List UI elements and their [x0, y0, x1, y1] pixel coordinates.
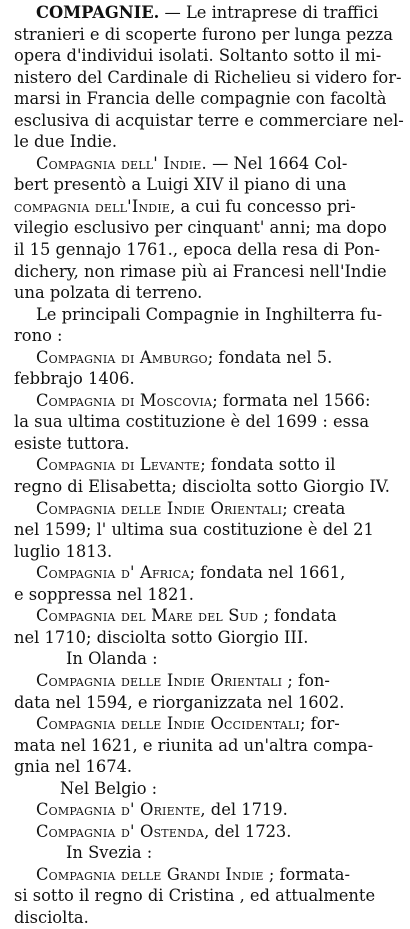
text-line: [14, 562, 398, 584]
line-text: marsi in Francia delle compagnie con facoltà: [14, 89, 387, 109]
line-text: nistero del Cardinale di Richelieu si videro for-: [14, 67, 402, 87]
text-line: [14, 239, 398, 261]
text-line: [14, 217, 398, 239]
line-text: In Olanda :: [66, 649, 158, 669]
text-line: [14, 519, 398, 541]
text-line: [14, 24, 398, 46]
text-line: [14, 648, 398, 670]
line-text: opera d'individui isolati. Soltanto sotto il mi-: [14, 46, 382, 66]
line-text: febbrajo 1406.: [14, 369, 135, 389]
text-line: [14, 713, 398, 735]
text-line: [14, 584, 398, 606]
text-line: [14, 368, 398, 390]
line-text: ; fondata sotto il: [200, 455, 336, 475]
entry-heading: COMPAGNIE.: [36, 3, 160, 22]
text-line: [14, 670, 398, 692]
line-text: si sotto il regno di Cristina , ed attualmente: [14, 886, 376, 906]
line-text: data nel 1594, e riorganizzata nel 1602.: [14, 692, 345, 712]
line-text: , del 1723.: [204, 821, 292, 841]
line-text: ; fondata: [258, 606, 337, 626]
text-line: [14, 864, 398, 886]
line-text: una polzata di terreno.: [14, 283, 203, 303]
line-text: disciolta.: [14, 907, 89, 927]
line-text: In Svezia :: [66, 843, 153, 863]
line-text: Le principali Compagnie in Inghilterra fu-: [36, 304, 383, 324]
text-line: [14, 605, 398, 627]
line-text: mata nel 1621, e riunita ad un'altra compa-: [14, 735, 374, 755]
company-name: Compagnia d' Africa: [36, 563, 190, 583]
text-line: [14, 390, 398, 412]
line-text: e soppressa nel 1821.: [14, 584, 194, 604]
text-line: [14, 756, 398, 778]
company-name: Compagnia d' Ostenda: [36, 821, 205, 841]
line-text: , del 1719.: [200, 800, 288, 820]
text-line: [14, 174, 398, 196]
line-text: — Le intraprese di traffici: [159, 3, 379, 22]
line-text: bert presentò a Luigi XIV il piano di una: [14, 175, 347, 195]
text-line: [14, 778, 398, 800]
line-text: rono :: [14, 326, 63, 346]
company-name: Compagnia di Levante: [36, 455, 201, 475]
line-text: ; fondata nel 5.: [207, 347, 333, 367]
line-text: la sua ultima costituzione è del 1699 : essa: [14, 412, 370, 432]
line-text: — Nel 1664 Col-: [206, 153, 348, 173]
text-line: [14, 411, 398, 433]
text-line: [14, 433, 398, 455]
company-name: compagnia dell'Indie: [14, 196, 171, 216]
line-text: regno di Elisabetta; disciolta sotto Giorgio IV.: [14, 477, 390, 497]
text-line: [14, 692, 398, 714]
text-line: [14, 110, 404, 132]
line-text: esiste tuttora.: [14, 433, 130, 453]
text-line: [14, 45, 398, 67]
line-text: , a cui fu concesso pri-: [170, 196, 356, 216]
line-text: luglio 1813.: [14, 541, 113, 561]
text-line: [14, 347, 398, 369]
text-line: [14, 498, 398, 520]
text-line: [14, 907, 398, 929]
text-line: [14, 885, 398, 907]
company-name: Compagnia di Moscovia: [36, 390, 213, 410]
text-line: [14, 454, 398, 476]
text-line: [14, 325, 398, 347]
line-text: Nel Belgio :: [60, 778, 158, 798]
text-line: [14, 153, 398, 175]
document-page: [14, 2, 404, 929]
line-text: ; fondata nel 1661,: [189, 563, 346, 583]
line-text: nel 1599; l' ultima sua costituzione è del 21: [14, 520, 374, 540]
company-name: Compagnia dell' Indie.: [36, 153, 207, 173]
company-name: Compagnia di Amburgo: [36, 347, 208, 367]
line-text: gnia nel 1674.: [14, 757, 133, 777]
text-line: [14, 88, 398, 110]
text-line: [14, 476, 398, 498]
text-line: [14, 261, 398, 283]
text-line: [14, 842, 398, 864]
company-name: Compagnia del Mare del Sud: [36, 606, 259, 626]
company-name: Compagnia delle Grandi Indie: [36, 864, 264, 884]
line-text: ; fon-: [282, 670, 330, 690]
line-text: le due Indie.: [14, 132, 118, 152]
text-line: [14, 67, 402, 89]
line-text: ; creata: [282, 498, 346, 518]
text-line: [14, 2, 398, 24]
text-line: [14, 627, 398, 649]
text-line: [14, 735, 398, 757]
text-line: [14, 131, 398, 153]
line-text: ; formata nel 1566:: [212, 390, 371, 410]
company-name: Compagnia delle Indie Orientali: [36, 670, 283, 690]
text-line: [14, 821, 398, 843]
line-text: ; for-: [299, 714, 340, 734]
text-line: [14, 196, 398, 218]
line-text: stranieri e di scoperte furono per lunga pezza: [14, 24, 393, 44]
line-text: vilegio esclusivo per cinquant' anni; ma dopo: [14, 218, 387, 238]
line-text: nel 1710; disciolta sotto Giorgio III.: [14, 627, 309, 647]
line-text: ; formata-: [263, 864, 351, 884]
text-line: [14, 304, 398, 326]
line-text: dichery, non rimase più ai Francesi nell'Indie: [14, 261, 387, 281]
text-line: [14, 282, 398, 304]
text-line: [14, 541, 398, 563]
company-name: Compagnia delle Indie Occidentali: [36, 714, 300, 734]
line-text: il 15 gennajo 1761., epoca della resa di Pon-: [14, 240, 380, 260]
company-name: Compagnia delle Indie Orientali: [36, 498, 283, 518]
line-text: esclusiva di acquistar terre e commerciare nel-: [14, 110, 404, 130]
company-name: Compagnia d' Oriente: [36, 800, 201, 820]
text-column: [14, 2, 404, 929]
text-line: [14, 799, 398, 821]
